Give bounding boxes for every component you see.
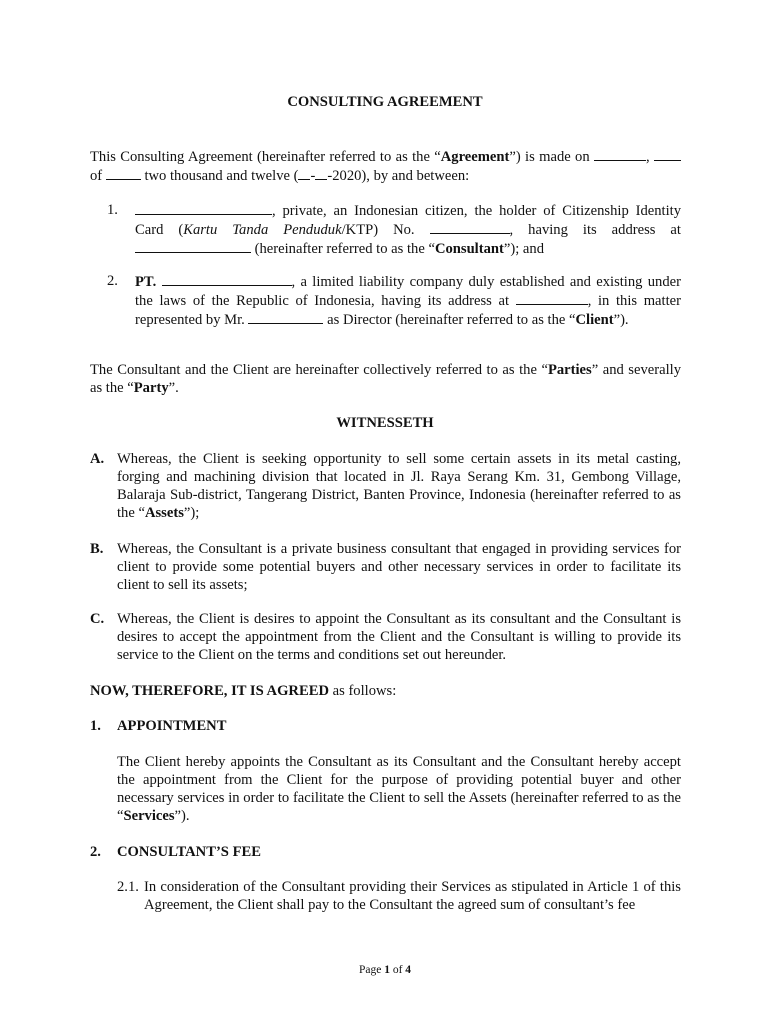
intro-paragraph	[90, 147, 681, 185]
section-2-number: 2.	[90, 844, 101, 860]
intro-text-1: This Consulting Agreement (hereinafter referred to as the “	[90, 149, 441, 165]
date-month-blank	[106, 166, 141, 180]
parties-term: Parties	[547, 362, 592, 378]
recital-b-text: Whereas, the Consultant is a private business consultant that engaged in providing services for client to provide some potential buyers and other necessary services in order to facilitate its client to sell its assets;	[117, 541, 681, 593]
parties-text-2: ” and severally as the “	[90, 362, 681, 396]
party-1	[107, 201, 681, 258]
now-therefore-rest: as follows:	[328, 683, 397, 699]
footer-page-total: 4	[405, 964, 412, 976]
date-day-blank	[594, 147, 646, 161]
intro-text-6: -	[310, 168, 316, 184]
party-1-text-3: , having its address at	[509, 222, 681, 238]
consultant-term: Consultant	[434, 241, 504, 257]
consultant-address-blank	[135, 239, 251, 253]
intro-text-4: of	[90, 168, 106, 184]
party-2-number: 2.	[107, 273, 118, 289]
services-term: Services	[123, 808, 175, 824]
party-1-ktp-italic: Kartu Tanda Penduduk	[183, 222, 342, 238]
party-2-text-4: ”).	[613, 312, 629, 328]
intro-agreement-term: Agreement	[440, 149, 510, 165]
intro-text-3: ,	[645, 149, 650, 165]
intro-text-5: two thousand and twelve (	[140, 168, 299, 184]
recital-b	[90, 540, 681, 594]
clause-2-1-number: 2.1.	[117, 879, 139, 895]
date-d-blank	[298, 166, 310, 180]
director-name-blank	[248, 310, 323, 324]
recital-a-text-1: Whereas, the Client is seeking opportunity to sell some certain assets in its metal casting, forging and machining division that located in Jl. Raya Serang Km. 31, Gembong Village, Balaraja Sub-district, Tangerang District, Banten Province, Indonesia (hereinafter referred to as the “	[117, 451, 681, 521]
recital-a-text-2: ”);	[183, 505, 200, 521]
section-2-title: CONSULTANT’S FEE	[117, 844, 261, 860]
consultant-name-blank	[135, 201, 272, 215]
section-1-number: 1.	[90, 718, 101, 734]
now-therefore-line	[90, 682, 681, 700]
now-therefore-bold: NOW, THEREFORE, IT IS AGREED	[90, 683, 329, 699]
recital-b-letter: B.	[90, 541, 104, 557]
ktp-number-blank	[430, 220, 510, 234]
party-2-text	[135, 272, 681, 329]
section-1-title: APPOINTMENT	[117, 718, 227, 734]
recital-c-letter: C.	[90, 611, 105, 627]
party-1-text-4: (hereinafter referred to as the “	[251, 241, 435, 257]
page-footer	[0, 961, 770, 979]
section-1-text-2: ”).	[174, 808, 190, 824]
party-1-text	[135, 201, 681, 258]
party-2-text-2: , in this matter represented by Mr.	[135, 293, 681, 328]
footer-page-number: 1	[384, 964, 390, 976]
section-1-heading	[90, 717, 681, 735]
party-2-pt: PT.	[135, 274, 157, 290]
footer-page-word: Page	[358, 964, 385, 976]
party-term: Party	[133, 380, 169, 396]
recital-a-letter: A.	[90, 451, 105, 467]
party-1-text-1: , private, an Indonesian citizen, the holder of Citizenship Identity Card (	[135, 203, 681, 238]
date-day2-blank	[654, 147, 681, 161]
parties-text-3: ”.	[168, 380, 179, 396]
recital-a	[90, 450, 681, 522]
intro-text-2: ”) is made on	[509, 149, 594, 165]
intro-text-7: -2020), by and between:	[327, 168, 470, 184]
section-2-heading	[90, 843, 681, 861]
party-2-text-3: as Director (hereinafter referred to as the “	[323, 312, 576, 328]
recital-c	[90, 610, 681, 664]
party-2-text-1: , a limited liability company duly established and existing under the laws of the Republic of Indonesia, having its address at	[135, 274, 681, 309]
recital-a-text	[117, 450, 681, 522]
party-1-text-2: /KTP) No.	[341, 222, 430, 238]
clause-2-1-text: In consideration of the Consultant providing their Services as stipulated in Article 1 of this Agreement, the Client shall pay to the Consultant the agreed sum of consultant’s fee	[144, 879, 681, 913]
party-1-number: 1.	[107, 202, 118, 218]
assets-term: Assets	[144, 505, 184, 521]
date-m-blank	[315, 166, 327, 180]
client-term: Client	[575, 312, 614, 328]
witnesseth-heading: WITNESSETH	[336, 415, 434, 431]
document-title: CONSULTING AGREEMENT	[287, 94, 483, 110]
section-1-text-1: The Client hereby appoints the Consultant as its Consultant and the Consultant hereby accept the appointment from the Client for the purpose of providing potential buyer and other necessary services in order to facilitate the Client to sell the Assets (hereinafter referred to as the “	[117, 754, 681, 824]
company-name-blank	[162, 272, 292, 286]
clause-2-1	[117, 878, 681, 914]
party-2	[107, 272, 681, 329]
company-address-blank	[516, 291, 588, 305]
footer-of-word: of	[389, 964, 406, 976]
party-1-text-5: ”); and	[503, 241, 544, 257]
section-1-body	[117, 753, 681, 825]
parties-paragraph	[90, 361, 681, 397]
parties-text-1: The Consultant and the Client are hereinafter collectively referred to as the “	[90, 362, 548, 378]
recital-c-text: Whereas, the Client is desires to appoint the Consultant as its consultant and the Consultant is desires to accept the appointment from the Client and the Consultant is willing to provide its service to the Client on the terms and conditions set out hereunder.	[117, 611, 681, 663]
